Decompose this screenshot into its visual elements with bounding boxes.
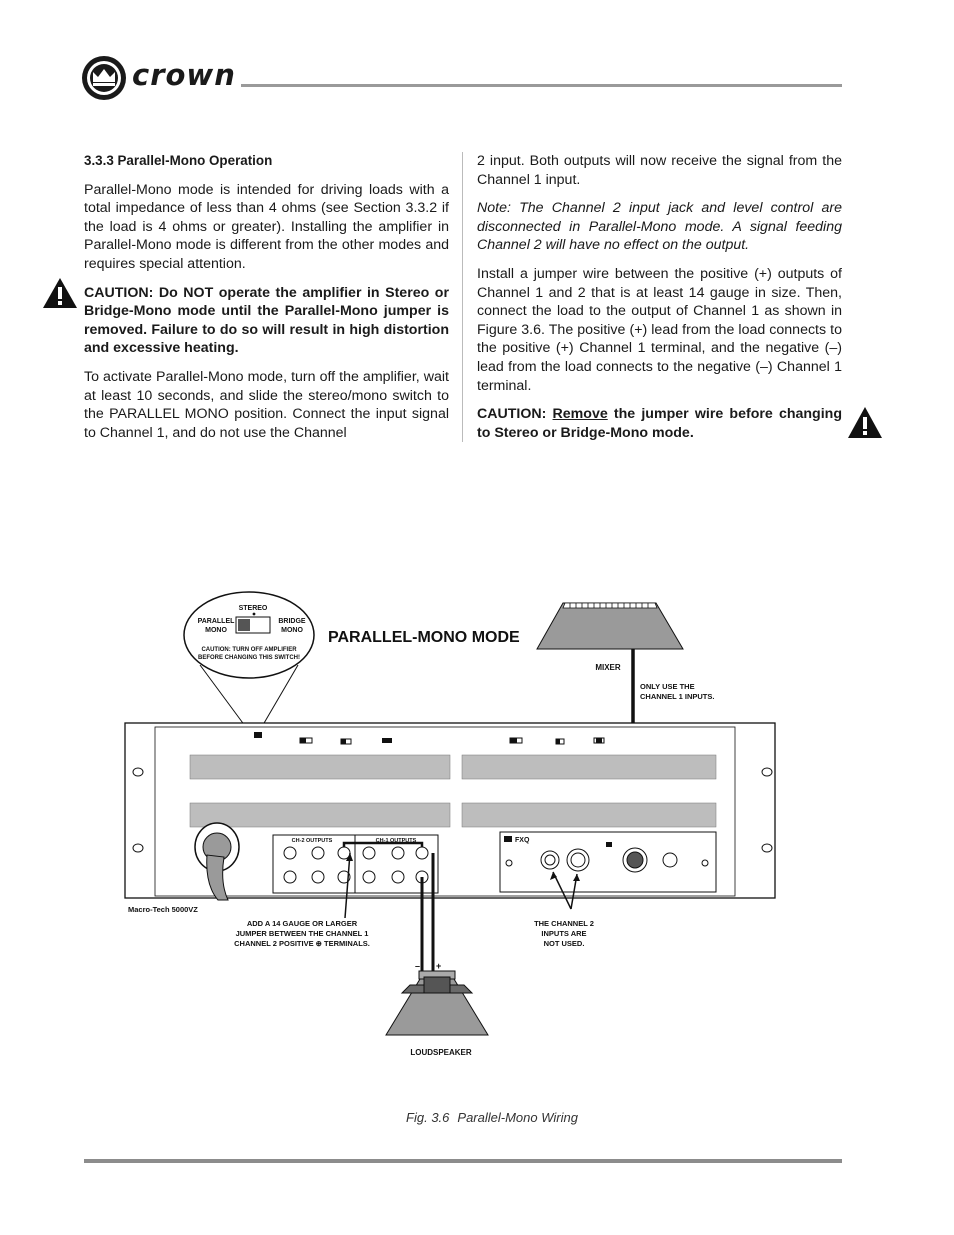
mixer xyxy=(537,603,683,649)
switch-stereo-label: STEREO xyxy=(238,605,268,612)
caution-prefix: CAUTION: xyxy=(477,406,553,423)
minus-sign: – xyxy=(415,961,421,971)
install-paragraph: Install a jumper wire between the positive (+) outputs of Channel 1 and 2 that is at least 14 gauge in size. Then, connect the load to the output of Channel 1 as shown in Figure 3.6. The positive (+) lead from the load connects to the positive (+) Channel 1 terminal, and the negative (–) lead from the load connects to the negative (–) Channel 1 terminal. xyxy=(477,265,842,394)
jumper-note-line1: ADD A 14 GAUGE OR LARGER xyxy=(246,919,358,928)
caution-remove-word: Remove xyxy=(552,406,608,423)
caution-suffix: the jumper wire before changing to Stereo or Bridge-Mono mode. xyxy=(477,406,842,441)
intro-paragraph: Parallel-Mono mode is intended for driving loads with a total impedance of less than 4 ohms (see Section 3.3.2 if the load is 4 ohms or greater). Installing the amplifier in Parallel-Mono mode is different from the other modes and requires special attention. xyxy=(84,181,449,272)
warning-icon xyxy=(42,277,78,309)
footer-rule xyxy=(84,1159,842,1163)
figure-caption xyxy=(0,1110,954,1125)
jumper-note-line3: CHANNEL 2 POSITIVE ⊕ TERMINALS. xyxy=(234,939,370,948)
only-use-line1: ONLY USE THE xyxy=(640,682,695,691)
vent-grille xyxy=(462,803,716,827)
note-paragraph: Note: The Channel 2 input jack and level control are disconnected in Parallel-Mono mode. A signal feeding Channel 2 will have no effect on the output. xyxy=(477,200,842,254)
parallel-mono-wiring-diagram xyxy=(120,585,785,1065)
switch-bridge-label: BRIDGE xyxy=(278,618,306,625)
header-rule xyxy=(241,84,842,87)
jumper-note-line2: JUMPER BETWEEN THE CHANNEL 1 xyxy=(235,929,369,938)
vent-grille xyxy=(190,803,450,827)
ch2-note-line2: INPUTS ARE xyxy=(541,929,587,938)
model-label: Macro-Tech 5000VZ xyxy=(128,905,198,914)
input-panel xyxy=(500,832,716,892)
brand-wordmark: crown xyxy=(132,58,236,92)
switch-parallel-mono-label: MONO xyxy=(205,627,227,634)
remove-caution-paragraph xyxy=(477,405,842,442)
ch2-outputs-label: CH-2 OUTPUTS xyxy=(291,838,333,844)
continued-paragraph: 2 input. Both outputs will now receive the signal from the Channel 1 input. xyxy=(477,153,842,188)
caption-text: Parallel-Mono Wiring xyxy=(457,1110,578,1125)
vent-grille xyxy=(462,755,716,779)
caution-paragraph: CAUTION: Do NOT operate the amplifier in Stereo or Bridge-Mono mode until the Parallel-Mono jumper is removed. Failure to do so will result in high distortion and excessive heating. xyxy=(84,284,449,357)
caption-number: Fig. 3.6 xyxy=(406,1110,450,1125)
switch-caution-line2: BEFORE CHANGING THIS SWITCH! xyxy=(198,655,300,661)
fxq-label: FXQ xyxy=(515,837,530,844)
activate-paragraph: To activate Parallel-Mono mode, turn off the amplifier, wait at least 10 seconds, and slide the stereo/mono switch to the PARALLEL MONO position. Connect the input signal to Channel 1, and do not use the Channel xyxy=(84,368,449,441)
only-use-line2: CHANNEL 1 INPUTS. xyxy=(640,692,715,701)
loudspeaker-label: LOUDSPEAKER xyxy=(410,1048,472,1057)
warning-icon xyxy=(847,406,883,439)
switch-caution-line1: CAUTION: TURN OFF AMPLIFIER xyxy=(201,647,297,653)
switch-parallel-label: PARALLEL xyxy=(197,618,235,625)
vent-grille xyxy=(190,755,450,779)
ch2-note-line1: THE CHANNEL 2 xyxy=(534,919,594,928)
column-divider xyxy=(462,152,463,442)
mixer-label: MIXER xyxy=(595,663,621,672)
switch-bridge-mono-label: MONO xyxy=(281,627,303,634)
plus-sign: + xyxy=(436,961,442,971)
left-column xyxy=(84,152,449,452)
ch2-note-line3: NOT USED. xyxy=(543,939,585,948)
right-column xyxy=(477,152,842,452)
ch1-outputs-label: CH-1 OUTPUTS xyxy=(375,838,417,844)
figure-title: PARALLEL-MONO MODE xyxy=(328,629,520,646)
section-heading: 3.3.3 Parallel-Mono Operation xyxy=(84,153,273,168)
